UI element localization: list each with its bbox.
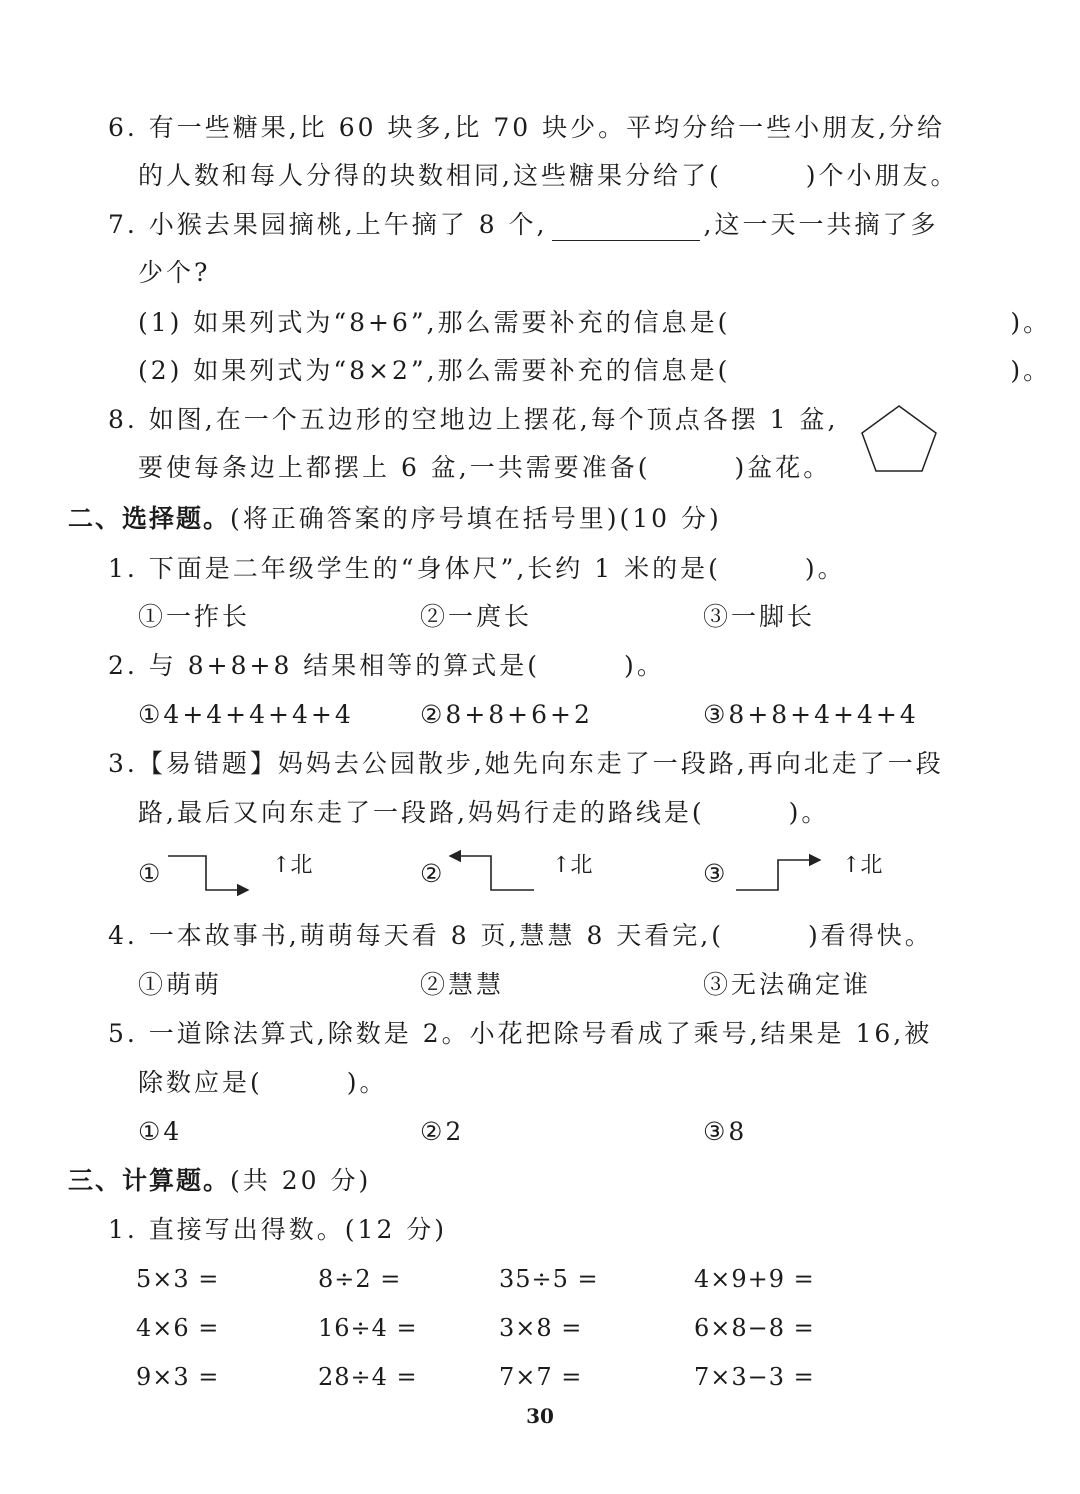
calc-r2-c2[interactable]: 16÷4 = [318,1314,418,1342]
calc-r3-c3[interactable]: 7×7 = [499,1363,583,1391]
choice-q5-option-1[interactable]: ①4 [138,1117,183,1146]
choice-question-3-line-2: 路,最后又向东走了一段路,妈妈行走的路线是( )。 [138,798,830,827]
choice-q5-option-2[interactable]: ②2 [420,1117,465,1146]
calc-r1-c2[interactable]: 8÷2 = [318,1265,402,1293]
north-arrow-option-3: ↑北 [842,853,883,878]
choice-question-5-line-1: 5. 一道除法算式,除数是 2。小花把除号看成了乘号,结果是 16,被 [108,1019,933,1048]
choice-question-2: 2. 与 8+8+8 结果相等的算式是( )。 [108,651,665,680]
question-7-line-1 [108,209,938,241]
page-number: 30 [526,1404,554,1428]
choice-question-5-line-2: 除数应是( )。 [138,1068,388,1097]
north-arrow-option-1: ↑北 [272,853,313,878]
calc-r2-c1[interactable]: 4×6 = [136,1314,220,1342]
section-3-heading [68,1165,371,1197]
section-2-title: 二、选择题。 [68,504,231,533]
calc-r3-c4[interactable]: 7×3−3 = [694,1363,815,1391]
choice-question-1: 1. 下面是二年级学生的“身体尺”,长约 1 米的是( )。 [108,554,846,583]
choice-q4-option-3[interactable]: ③无法确定谁 [703,970,872,999]
calc-r3-c2[interactable]: 28÷4 = [318,1363,418,1391]
route-diagram-option-3 [734,852,829,897]
choice-q4-option-1[interactable]: ①萌萌 [138,970,223,999]
calc-r2-c4[interactable]: 6×8−8 = [694,1314,815,1342]
calc-r1-c1[interactable]: 5×3 = [136,1265,220,1293]
calc-r2-c3[interactable]: 3×8 = [499,1314,583,1342]
pentagon-figure [860,404,940,474]
choice-q1-option-2[interactable]: ②一庹长 [420,602,533,631]
section-3-note: (共 20 分) [230,1166,372,1195]
section-3-title: 三、计算题。 [68,1166,231,1195]
choice-question-3-line-1: 3.【易错题】妈妈去公园散步,她先向东走了一段路,再向北走了一段 [108,749,944,778]
route-diagram-option-1 [166,852,256,897]
calc-r1-c4[interactable]: 4×9+9 = [694,1265,815,1293]
question-7-sub-2: (2) 如果列式为“8×2”,那么需要补充的信息是( )。 [138,356,1052,385]
calc-question-1: 1. 直接写出得数。(12 分) [108,1215,448,1244]
north-label-1: 北 [290,853,313,878]
question-6-line-1: 6. 有一些糖果,比 60 块多,比 70 块少。平均分给一些小朋友,分给 [108,113,946,142]
question-7-sub-1: (1) 如果列式为“8+6”,那么需要补充的信息是( )。 [138,308,1052,337]
choice-q3-option-3-marker[interactable]: ③ [703,859,729,888]
choice-q5-option-3[interactable]: ③8 [703,1117,748,1146]
choice-q2-option-3[interactable]: ③8+8+4+4+4 [703,700,919,729]
choice-q2-option-1[interactable]: ①4+4+4+4+4 [138,700,354,729]
choice-q3-option-2-marker[interactable]: ② [420,859,446,888]
choice-question-4: 4. 一本故事书,萌萌每天看 8 页,慧慧 8 天看完,( )看得快。 [108,921,933,950]
calc-r1-c3[interactable]: 35÷5 = [499,1265,599,1293]
question-8-line-1: 8. 如图,在一个五边形的空地边上摆花,每个顶点各摆 1 盆, [108,405,839,434]
choice-q4-option-2[interactable]: ②慧慧 [420,970,505,999]
question-6-line-2: 的人数和每人分得的块数相同,这些糖果分给了( )个小朋友。 [138,161,959,190]
choice-q3-option-1-marker[interactable]: ① [138,859,164,888]
north-arrow-option-2: ↑北 [552,853,593,878]
choice-q1-option-1[interactable]: ①一拃长 [138,602,251,631]
question-7-line-2: 少个? [138,258,211,287]
question-7-answer-blank[interactable] [552,216,700,241]
question-7-text-b: ,这一天一共摘了多 [703,210,939,239]
north-label-2: 北 [570,853,593,878]
question-7-text-a: 7. 小猴去果园摘桃,上午摘了 8 个, [108,210,548,239]
choice-q1-option-3[interactable]: ③一脚长 [703,602,816,631]
choice-q2-option-2[interactable]: ②8+8+6+2 [420,700,593,729]
route-diagram-option-2 [446,852,536,897]
calc-r3-c1[interactable]: 9×3 = [136,1363,220,1391]
section-2-note: (将正确答案的序号填在括号里)(10 分) [230,504,722,533]
north-label-3: 北 [860,853,883,878]
question-8-line-2: 要使每条边上都摆上 6 盆,一共需要准备( )盆花。 [138,453,832,482]
section-2-heading [68,503,722,535]
